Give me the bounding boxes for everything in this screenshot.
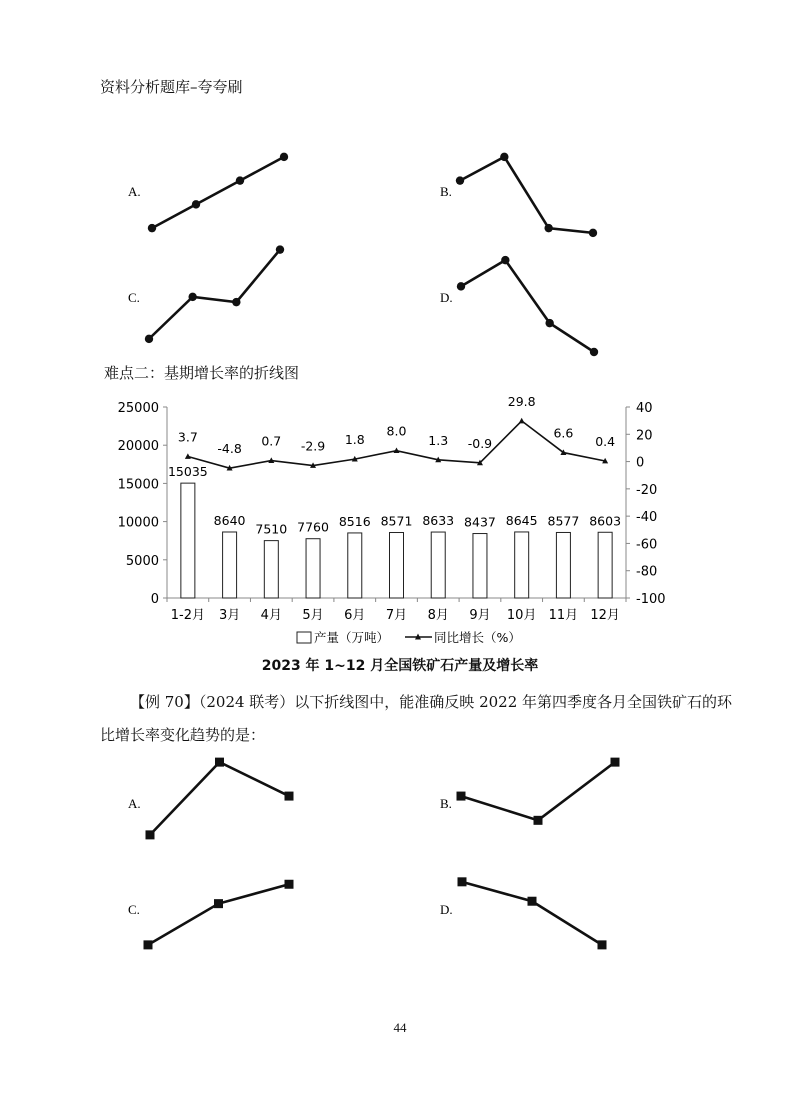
bottom-option-point bbox=[598, 940, 607, 949]
top-option-line bbox=[460, 157, 593, 233]
bottom-option-point bbox=[215, 758, 224, 767]
x-tick-label: 8月 bbox=[427, 608, 449, 623]
top-option-line bbox=[149, 250, 280, 339]
right-tick-label: -100 bbox=[636, 592, 666, 607]
x-tick-label: 9月 bbox=[469, 608, 491, 623]
right-tick-label: -60 bbox=[636, 537, 658, 553]
top-option-label: A. bbox=[128, 184, 141, 199]
top-option-point bbox=[236, 176, 244, 184]
bar-value-label: 8603 bbox=[589, 513, 622, 529]
left-tick-label: 10000 bbox=[117, 515, 159, 531]
bottom-option-charts bbox=[0, 750, 800, 970]
growth-value-label: 3.7 bbox=[177, 429, 198, 445]
bar-value-label: 7760 bbox=[297, 519, 329, 535]
bar bbox=[223, 532, 237, 598]
bottom-option-line bbox=[148, 884, 289, 945]
top-option-label: C. bbox=[128, 290, 140, 305]
x-tick-label: 6月 bbox=[344, 608, 366, 623]
bottom-option-point bbox=[528, 897, 537, 906]
bar bbox=[515, 532, 529, 598]
top-option-point bbox=[148, 224, 156, 232]
bottom-option-point bbox=[611, 758, 620, 767]
x-tick-label: 7月 bbox=[385, 608, 408, 623]
main-chart bbox=[0, 395, 800, 655]
bar bbox=[598, 532, 612, 598]
top-option-label: D. bbox=[440, 290, 453, 305]
bottom-option-point bbox=[146, 830, 155, 839]
right-tick-label: -40 bbox=[636, 510, 658, 526]
growth-value-label: 6.6 bbox=[553, 425, 574, 441]
bottom-option-point bbox=[144, 940, 153, 949]
growth-point bbox=[394, 447, 400, 453]
top-option-point bbox=[188, 293, 196, 301]
growth-value-label: 8.0 bbox=[386, 423, 407, 439]
top-option-point bbox=[457, 282, 465, 290]
bottom-option-label: C. bbox=[128, 902, 140, 917]
top-option-line bbox=[461, 260, 594, 352]
right-tick-label: 0 bbox=[636, 455, 645, 471]
top-option-label: B. bbox=[440, 184, 452, 199]
x-tick-label: 12月 bbox=[590, 608, 620, 623]
growth-value-label: 1.8 bbox=[344, 432, 365, 448]
bar bbox=[473, 534, 487, 598]
top-option-point bbox=[145, 335, 153, 343]
bar bbox=[181, 483, 195, 598]
top-option-charts bbox=[0, 130, 800, 360]
bar-value-label: 8516 bbox=[338, 513, 371, 529]
growth-value-label: 0.7 bbox=[261, 433, 282, 449]
page-header: 资料分析题库–夸夸刷 bbox=[100, 78, 243, 96]
question-text-line2: 比增长率变化趋势的是： bbox=[100, 726, 266, 744]
top-option-point bbox=[192, 200, 200, 208]
bar bbox=[348, 533, 362, 598]
x-tick-label: 11月 bbox=[548, 608, 579, 623]
x-tick-label: 5月 bbox=[302, 608, 324, 623]
x-tick-label: 3月 bbox=[218, 608, 241, 623]
bar bbox=[264, 541, 278, 598]
bar bbox=[431, 532, 445, 598]
top-option-point bbox=[276, 245, 284, 253]
right-tick-label: -20 bbox=[636, 482, 658, 498]
bar bbox=[306, 539, 320, 598]
chart-title: 2023 年 1~12 月全国铁矿石产量及增长率 bbox=[261, 658, 539, 674]
growth-value-label: -0.9 bbox=[467, 435, 493, 451]
left-tick-label: 15000 bbox=[117, 477, 159, 493]
bottom-option-point bbox=[285, 880, 294, 889]
left-tick-label: 5000 bbox=[125, 553, 159, 569]
legend-bar-label: 产量（万吨） bbox=[314, 630, 390, 645]
growth-value-label: 1.3 bbox=[428, 432, 449, 448]
bottom-option-point bbox=[534, 816, 543, 825]
growth-point bbox=[519, 418, 525, 424]
bottom-option-line bbox=[461, 762, 615, 820]
right-tick-label: 20 bbox=[636, 428, 653, 444]
x-tick-label: 10月 bbox=[506, 608, 537, 623]
bar-value-label: 7510 bbox=[255, 521, 288, 537]
question-text-line1: 【例 70】（2024 联考）以下折线图中，能准确反映 2022 年第四季度各月全国铁矿石的环 bbox=[130, 693, 733, 711]
legend-line-label: 同比增长（%） bbox=[434, 630, 521, 645]
bottom-option-label: A. bbox=[128, 796, 141, 811]
bar bbox=[556, 532, 570, 598]
bottom-option-point bbox=[285, 792, 294, 801]
top-option-point bbox=[280, 153, 288, 161]
bottom-option-line bbox=[462, 882, 602, 945]
bar-value-label: 8577 bbox=[547, 513, 580, 529]
growth-value-label: 0.4 bbox=[595, 434, 616, 450]
growth-value-label: 29.8 bbox=[507, 395, 536, 409]
bottom-option-line bbox=[150, 762, 289, 835]
top-option-point bbox=[456, 176, 464, 184]
x-tick-label: 4月 bbox=[260, 608, 282, 623]
left-tick-label: 0 bbox=[150, 592, 159, 607]
x-tick-label: 1-2月 bbox=[170, 608, 205, 623]
bar-value-label: 8571 bbox=[380, 513, 413, 529]
section-title: 难点二：基期增长率的折线图 bbox=[104, 364, 300, 382]
page-number: 44 bbox=[393, 1020, 407, 1035]
bottom-option-label: D. bbox=[440, 902, 453, 917]
bar-value-label: 8640 bbox=[213, 512, 246, 528]
top-option-point bbox=[545, 319, 553, 327]
bar bbox=[390, 533, 404, 598]
top-option-point bbox=[590, 348, 598, 356]
bottom-option-point bbox=[457, 792, 466, 801]
growth-point bbox=[185, 453, 191, 459]
right-tick-label: 40 bbox=[636, 401, 653, 416]
top-option-point bbox=[501, 256, 509, 264]
top-option-point bbox=[500, 153, 508, 161]
growth-value-label: -4.8 bbox=[217, 441, 242, 457]
legend-bar-swatch bbox=[297, 632, 311, 643]
bar-value-label: 8633 bbox=[422, 513, 455, 529]
left-tick-label: 20000 bbox=[117, 439, 159, 455]
top-option-point bbox=[589, 229, 597, 237]
top-option-point bbox=[232, 298, 240, 306]
bottom-option-label: B. bbox=[440, 796, 452, 811]
bar-value-label: 15035 bbox=[167, 464, 208, 480]
right-tick-label: -80 bbox=[636, 564, 658, 580]
growth-value-label: -2.9 bbox=[300, 438, 326, 454]
top-option-point bbox=[544, 224, 552, 232]
bottom-option-point bbox=[458, 877, 467, 886]
bar-value-label: 8645 bbox=[505, 512, 538, 528]
left-tick-label: 25000 bbox=[117, 401, 159, 416]
bottom-option-point bbox=[214, 899, 223, 908]
top-option-line bbox=[152, 157, 284, 228]
bar-value-label: 8437 bbox=[464, 514, 496, 530]
